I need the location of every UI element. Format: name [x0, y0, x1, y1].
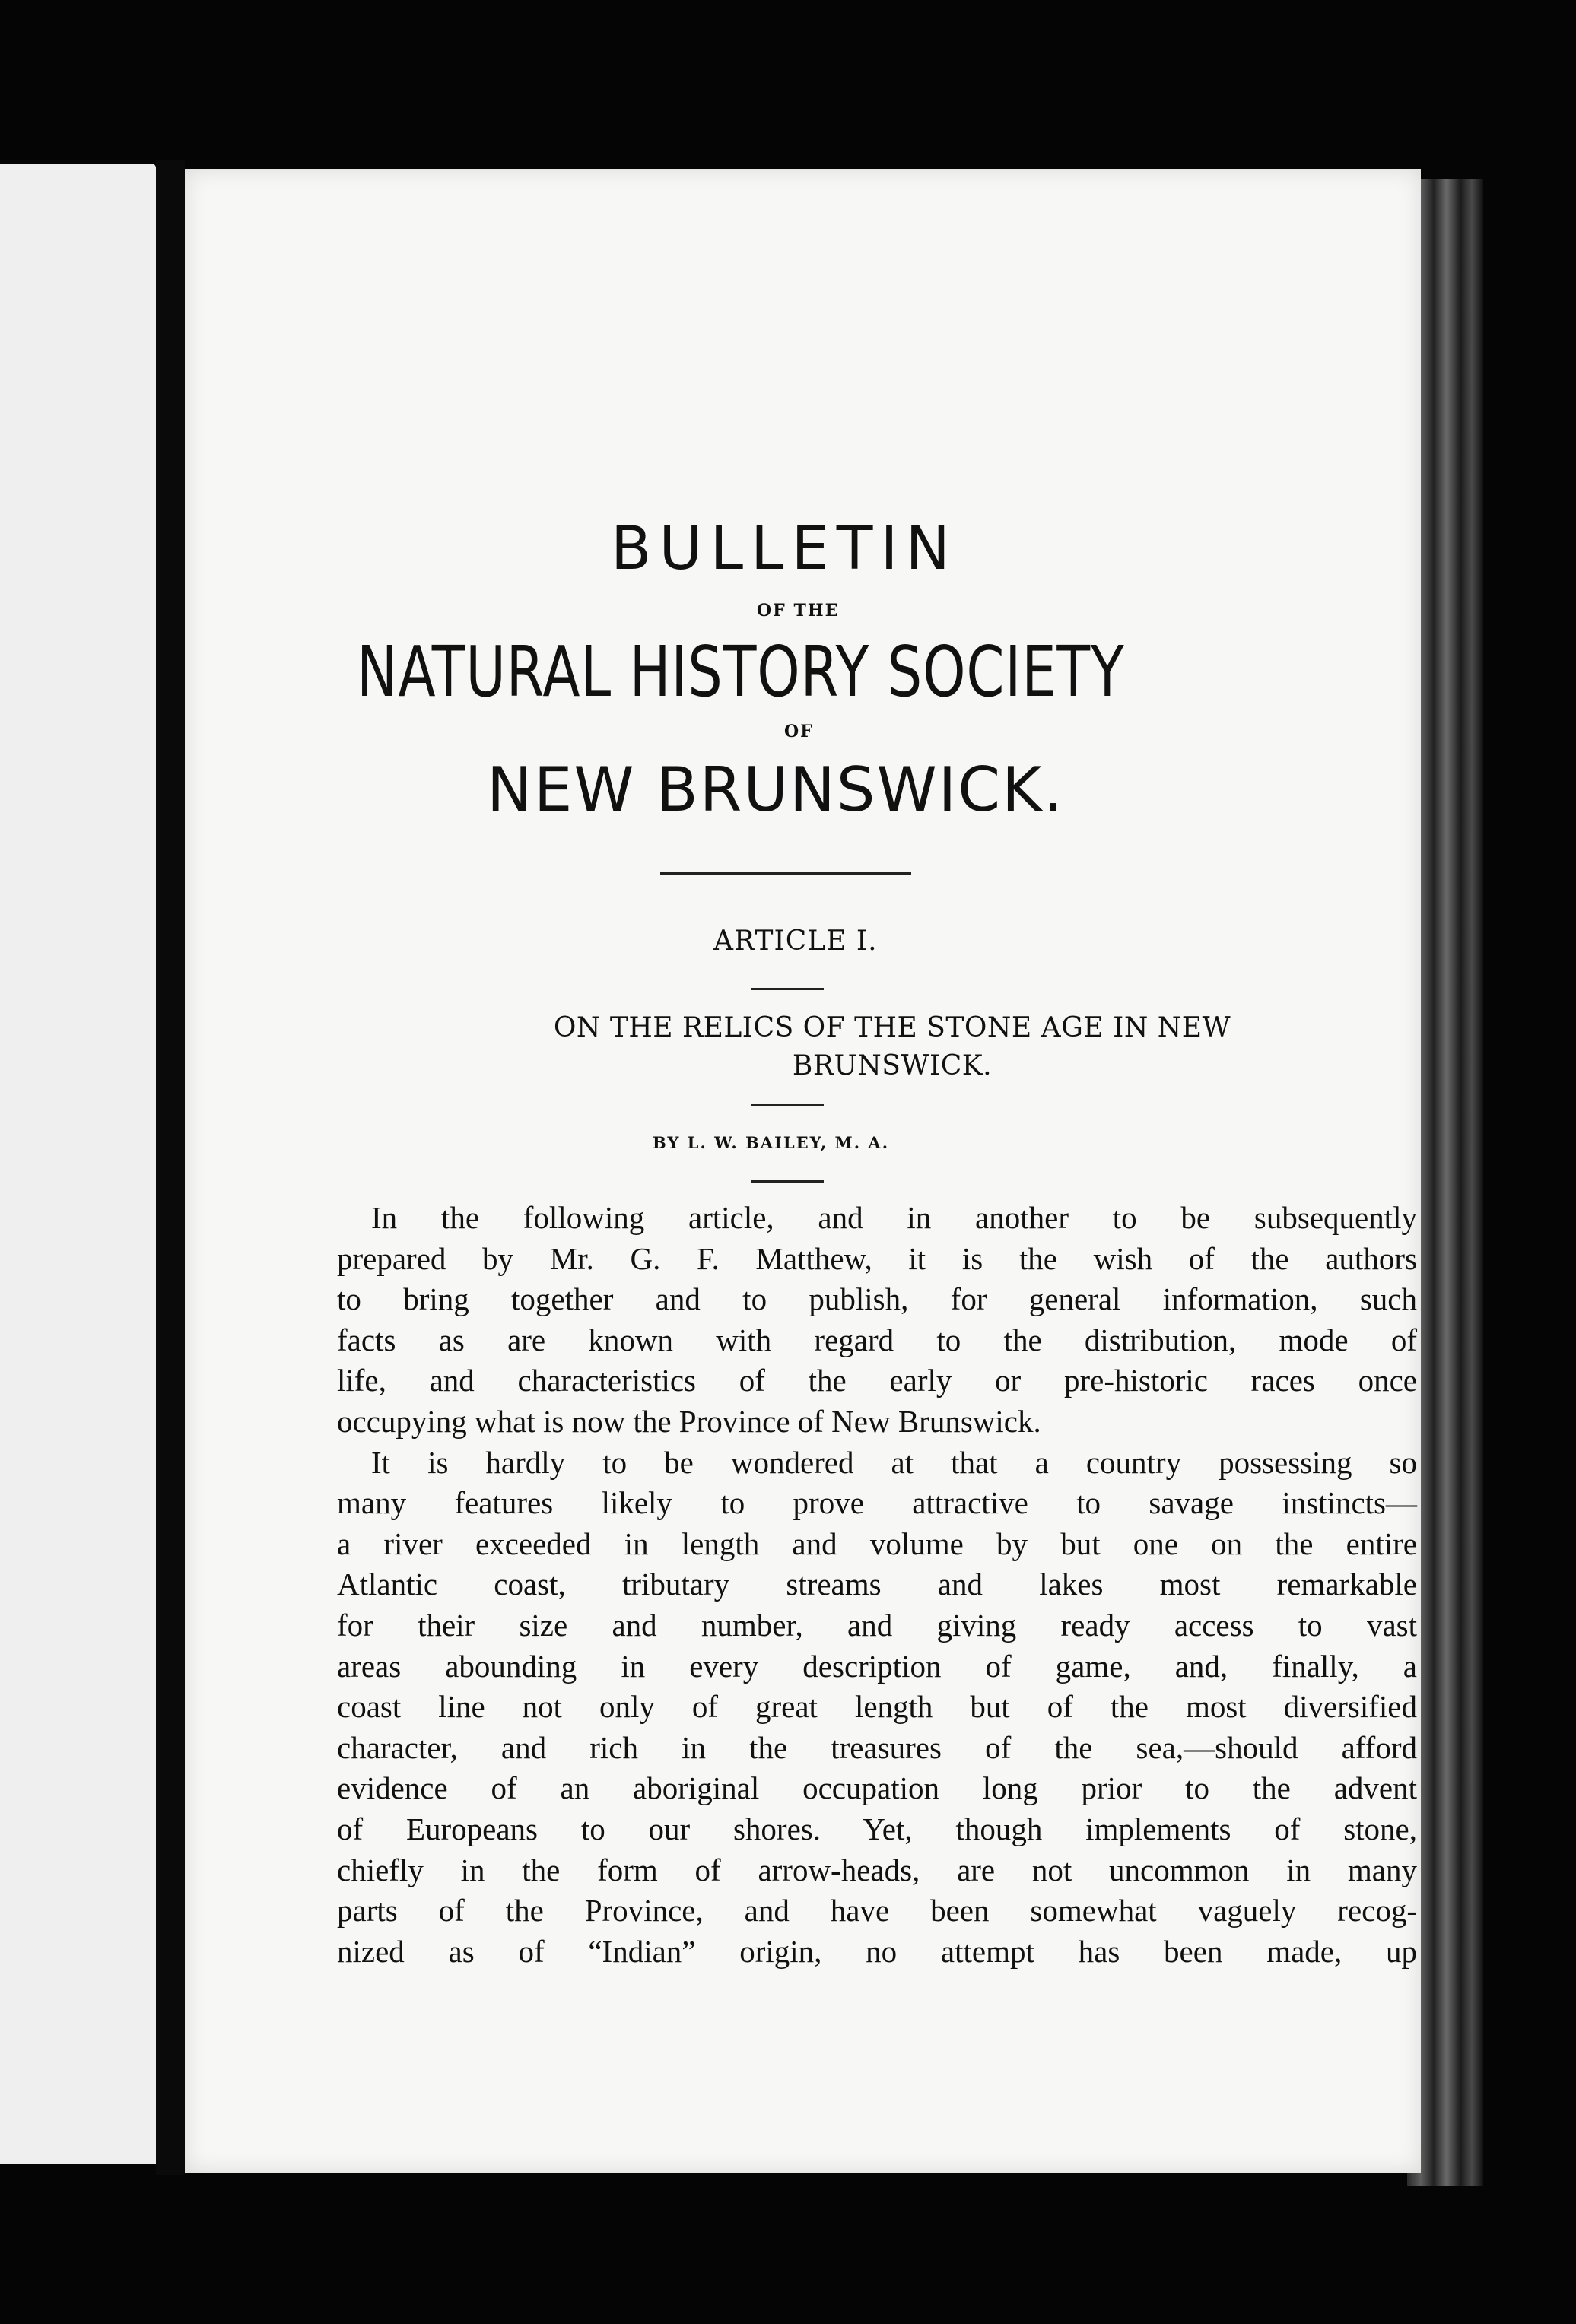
province-name: NEW BRUNSWICK. — [487, 754, 1065, 825]
page-content — [185, 169, 1421, 2173]
text-line: of Europeans to our shores. Yet, though implements of stone, — [337, 1811, 1417, 1846]
facing-page-edge — [0, 164, 156, 2164]
text-line: nized as of “Indian” origin, no attempt has been made, up — [337, 1933, 1417, 1969]
text-line: facts as are known with regard to the distribution, mode of — [337, 1322, 1417, 1357]
title-divider — [660, 872, 911, 875]
text-line: for their size and number, and giving ready access to vast — [337, 1607, 1417, 1643]
article-title — [386, 1009, 1398, 1085]
of-text: OF — [784, 722, 814, 741]
text-line: to bring together and to publish, for general information, such — [337, 1281, 1417, 1317]
text-line: occupying what is now the Province of New Brunswick. — [337, 1403, 1041, 1439]
text-line: prepared by Mr. G. F. Matthew, it is the wish of the authors — [337, 1240, 1417, 1276]
text-line: a river exceeded in length and volume by but one on the entire — [337, 1526, 1417, 1561]
text-line: chiefly in the form of arrow-heads, are not uncommon in many — [337, 1852, 1417, 1887]
text-line: character, and rich in the treasures of the sea,—should afford — [337, 1729, 1417, 1765]
text-line: evidence of an aboriginal occupation long prior to the advent — [337, 1770, 1417, 1806]
article-title-line-2: BRUNSWICK. — [792, 1050, 993, 1081]
article-title-line-1: ON THE RELICS OF THE STONE AGE IN NEW — [553, 1012, 1231, 1043]
text-line: Atlantic coast, tributary streams and lakes most remarkable — [337, 1567, 1417, 1602]
society-name: NATURAL HISTORY SOCIETY — [357, 631, 1125, 713]
article-divider — [751, 988, 824, 990]
byline-divider — [751, 1180, 824, 1183]
text-line: In the following article, and in another to be subsequently — [371, 1200, 1417, 1235]
document-page — [185, 169, 1421, 2173]
title-byline-divider — [751, 1104, 824, 1106]
text-line: It is hardly to be wondered at that a country possessing so — [371, 1444, 1417, 1480]
text-line: life, and characteristics of the early or pre-historic races once — [337, 1363, 1417, 1399]
author-byline: BY L. W. BAILEY, M. A. — [653, 1133, 890, 1152]
text-line: many features likely to prove attractive to savage instincts— — [337, 1485, 1417, 1521]
text-line: parts of the Province, and have been somewhat vaguely recog- — [337, 1893, 1417, 1929]
book-gutter — [156, 160, 185, 2175]
article-number: ARTICLE I. — [713, 925, 878, 957]
text-line: coast line not only of great length but of the most diversified — [337, 1689, 1417, 1725]
article-body — [337, 1198, 1417, 1972]
of-the-text: OF THE — [757, 601, 840, 621]
bulletin-heading: BULLETIN — [611, 515, 958, 583]
text-line: areas abounding in every description of game, and, finally, a — [337, 1648, 1417, 1684]
